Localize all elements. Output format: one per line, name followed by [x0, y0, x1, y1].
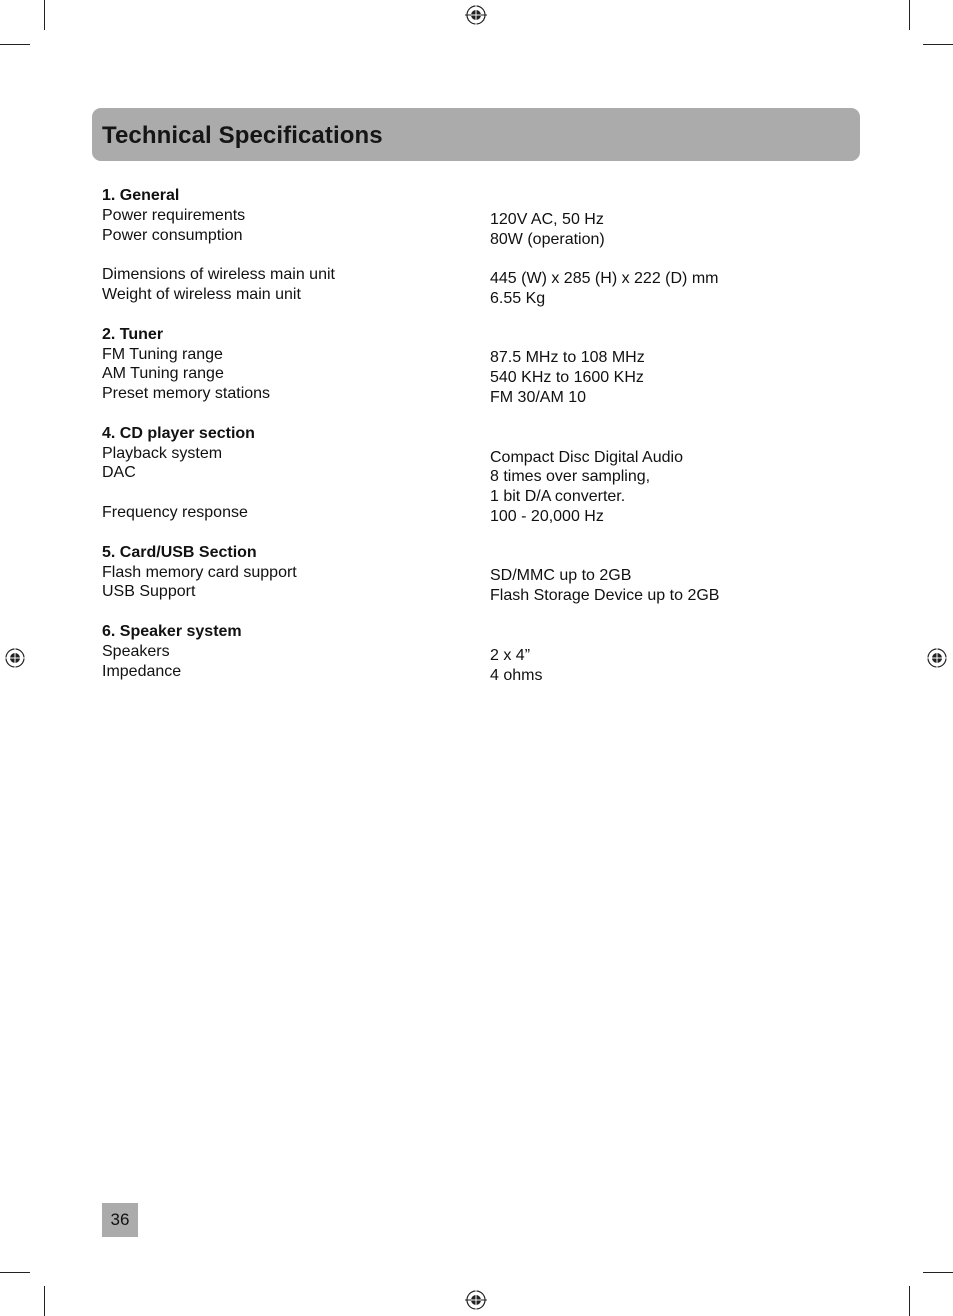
- crop-mark: [44, 1286, 45, 1316]
- spec-value: 1 bit D/A converter.: [490, 488, 626, 505]
- spec-label: AM Tuning range: [102, 365, 224, 382]
- spec-value: 80W (operation): [490, 231, 605, 248]
- spec-label: Weight of wireless main unit: [102, 286, 301, 303]
- spec-label: USB Support: [102, 583, 196, 600]
- crop-mark: [923, 1272, 953, 1273]
- crop-mark: [0, 44, 30, 45]
- spec-label: Dimensions of wireless main unit: [102, 266, 335, 283]
- section-heading-general: 1. General: [102, 187, 180, 204]
- page-number: 36: [102, 1203, 138, 1237]
- spec-label: DAC: [102, 464, 136, 481]
- page-title: Technical Specifications: [102, 122, 383, 149]
- spec-value: SD/MMC up to 2GB: [490, 567, 632, 584]
- spec-value: 120V AC, 50 Hz: [490, 211, 604, 228]
- registration-mark-icon: [465, 4, 487, 26]
- section-heading-card-usb: 5. Card/USB Section: [102, 544, 257, 561]
- spec-label: Speakers: [102, 643, 170, 660]
- spec-value: 100 - 20,000 Hz: [490, 508, 604, 525]
- spec-value: 8 times over sampling,: [490, 468, 651, 485]
- spec-label: Flash memory card support: [102, 564, 297, 581]
- spec-label: Playback system: [102, 445, 223, 462]
- spec-label: Frequency response: [102, 504, 248, 521]
- spec-value: 445 (W) x 285 (H) x 222 (D) mm: [490, 270, 719, 287]
- spec-value: 4 ohms: [490, 667, 543, 684]
- spec-value: Flash Storage Device up to 2GB: [490, 587, 720, 604]
- registration-mark-icon: [926, 647, 948, 669]
- spec-label: Preset memory stations: [102, 385, 271, 402]
- spec-value: 87.5 MHz to 108 MHz: [490, 349, 645, 366]
- section-heading-speaker-system: 6. Speaker system: [102, 623, 242, 640]
- title-bar: [92, 108, 860, 161]
- crop-mark: [923, 44, 953, 45]
- spec-value: 6.55 Kg: [490, 290, 546, 307]
- spec-label: Power requirements: [102, 207, 246, 224]
- section-heading-cd-player: 4. CD player section: [102, 425, 255, 442]
- crop-mark: [909, 1286, 910, 1316]
- spec-label: FM Tuning range: [102, 346, 223, 363]
- spec-value: Compact Disc Digital Audio: [490, 449, 683, 466]
- crop-mark: [909, 0, 910, 30]
- spec-label: Power consumption: [102, 227, 243, 244]
- crop-mark: [0, 1272, 30, 1273]
- spec-value: 540 KHz to 1600 KHz: [490, 369, 644, 386]
- spec-label: Impedance: [102, 663, 182, 680]
- registration-mark-icon: [4, 647, 26, 669]
- registration-mark-icon: [465, 1289, 487, 1311]
- crop-mark: [44, 0, 45, 30]
- section-heading-tuner: 2. Tuner: [102, 326, 164, 343]
- spec-value: 2 x 4”: [490, 647, 531, 664]
- spec-value: FM 30/AM 10: [490, 389, 587, 406]
